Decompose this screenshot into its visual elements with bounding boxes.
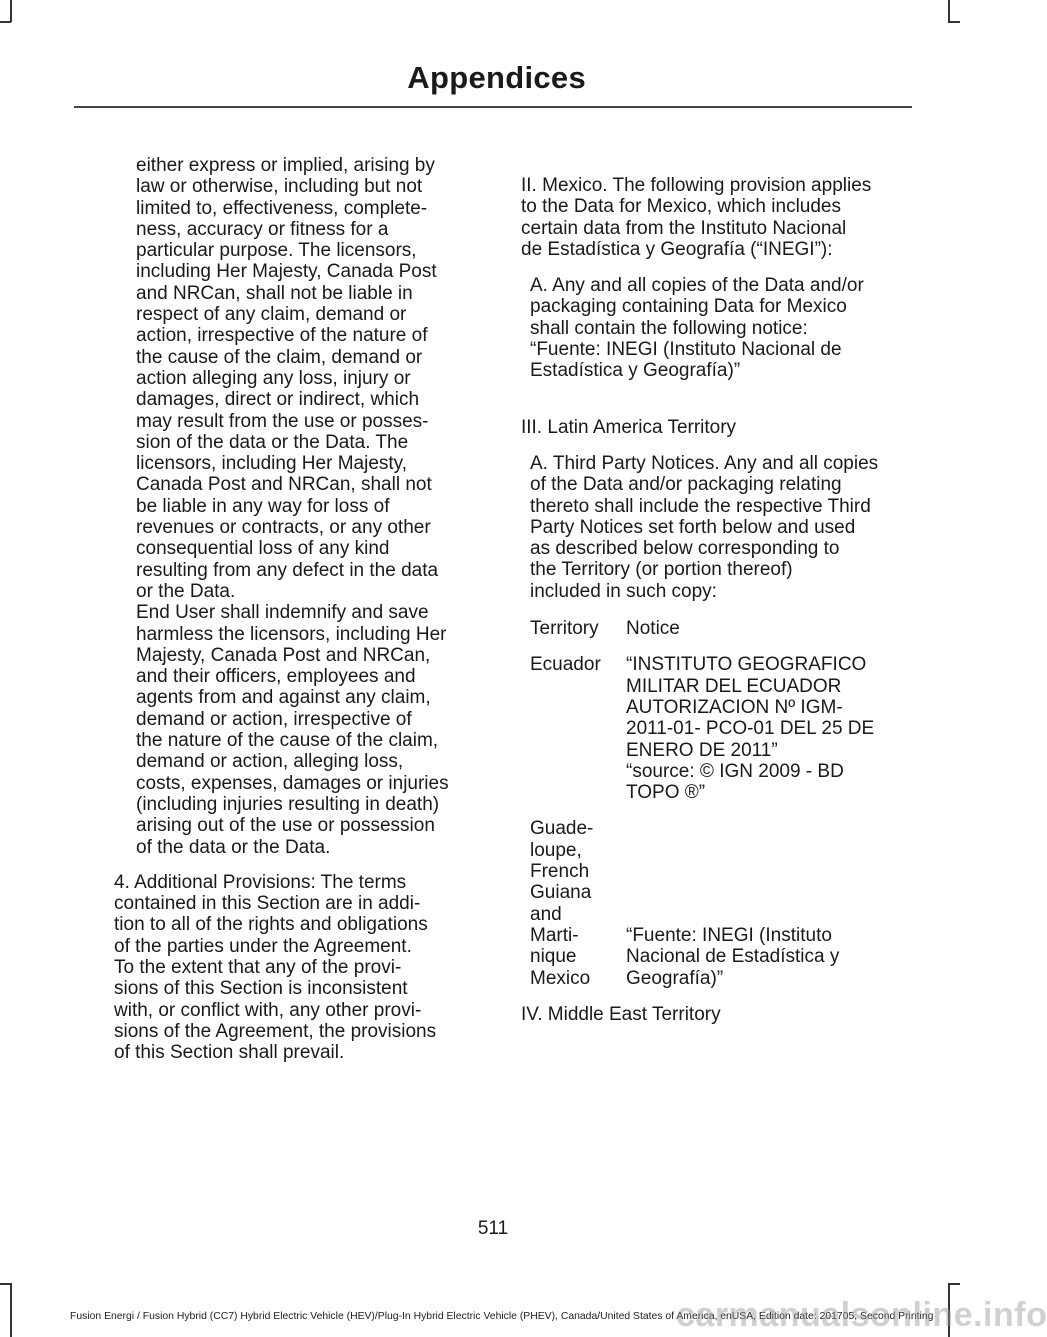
text-line: licensors, including Her Majesty, (136, 453, 408, 475)
text-line: Guiana (530, 882, 592, 904)
text-line: including Her Majesty, Canada Post (136, 261, 437, 283)
text-line: sions of this Section is inconsistent (114, 978, 408, 1000)
text-line: Guade- (530, 818, 594, 840)
indemnify-paragraph (114, 602, 470, 858)
right-column (521, 175, 905, 1025)
text-line: respect of any claim, demand or (136, 304, 407, 326)
text-line: or the Data. (136, 580, 236, 602)
text-line: “Fuente: INEGI (Instituto (626, 924, 832, 946)
text-line: nique (530, 946, 577, 968)
text-line: Canada Post and NRCan, shall not (136, 474, 432, 496)
text-line: “INSTITUTO GEOGRAFICO (626, 654, 867, 676)
text-line: as described below corresponding to (530, 538, 840, 560)
section-heading: III. Latin America Territory (521, 416, 737, 438)
text-line: demand or action, irrespective of (136, 708, 412, 730)
section-heading: IV. Middle East Territory (521, 1003, 721, 1025)
text-line: costs, expenses, damages or injuries (136, 772, 449, 794)
text-line: the Territory (or portion thereof) (530, 559, 793, 581)
text-line: To the extent that any of the provi- (114, 956, 402, 978)
left-column (114, 155, 470, 1063)
text-line: certain data from the Instituto Nacional (521, 217, 847, 239)
text-line: contained in this Section are in addi- (114, 893, 421, 915)
text-line: to the Data for Mexico, which includes (521, 196, 841, 218)
text-line: included in such copy: (530, 580, 717, 602)
text-line: the nature of the cause of the claim, (136, 730, 439, 752)
text-line: sion of the data or the Data. The (136, 431, 409, 453)
text-line: AUTORIZACION Nº IGM- (626, 696, 843, 718)
table-header-row (530, 618, 874, 654)
text-line: damages, direct or indirect, which (136, 389, 420, 411)
latam-notice-paragraph (521, 453, 905, 602)
text-line: action, irrespective of the nature of (136, 325, 428, 347)
text-line: II. Mexico. The following provision applies (521, 175, 872, 196)
text-line: thereto shall include the respective Third (530, 495, 871, 517)
text-line: demand or action, alleging loss, (136, 751, 404, 773)
text-line: Mexico (530, 967, 591, 989)
page-title: Appendices (407, 60, 586, 95)
text-line: consequential loss of any kind (136, 538, 390, 560)
text-line: may result from the use or posses- (136, 410, 429, 432)
text-line: limited to, effectiveness, complete- (136, 197, 428, 219)
text-line: Geografía)” (626, 967, 724, 989)
text-line: particular purpose. The licensors, (136, 240, 417, 262)
text-line: either express or implied, arising by (136, 155, 435, 176)
text-line: and NRCan, shall not be liable in (136, 282, 413, 304)
crop-mark-top-left (0, 21, 11, 23)
text-line: End User shall indemnify and save (136, 602, 429, 624)
text-line: harmless the licensors, including Her (136, 623, 447, 645)
text-line: ENERO DE 2011” (626, 739, 778, 761)
text-line: revenues or contracts, or any other (136, 517, 431, 539)
text-line: shall contain the following notice: (530, 317, 808, 339)
text-line: of the parties under the Agreement. (114, 935, 412, 957)
text-line: TOPO ®” (626, 782, 706, 804)
notice-cell (626, 818, 874, 988)
mexico-notice-paragraph (521, 275, 905, 381)
text-line: tion to all of the rights and obligations (114, 914, 428, 936)
text-line: law or otherwise, including but not (136, 176, 423, 198)
text-line: 4. Additional Provisions: The terms (114, 871, 407, 893)
column-header-notice: Notice (626, 618, 680, 640)
page-number: 511 (477, 1218, 509, 1239)
text-line: of the data or the Data. (136, 836, 331, 858)
additional-provisions-paragraph (114, 872, 470, 1064)
text-line: resulting from any defect in the data (136, 559, 439, 581)
table-row (530, 654, 874, 818)
text-line: (including injuries resulting in death) (136, 793, 440, 815)
text-line: A. Any and all copies of the Data and/or (530, 275, 864, 297)
text-line: 2011-01- PCO-01 DEL 25 DE (626, 718, 875, 740)
territory-cell: Ecuador (530, 654, 601, 676)
column-header-territory: Territory (530, 618, 599, 640)
footer-text: Fusion Energi / Fusion Hybrid (CC7) Hybrid Electric Vehicle (HEV)/Plug-In Hybrid Electric Vehicle (PHEV), Canada/United States of America, enUSA, Edition date: 201705, Second Printing (70, 1311, 934, 1322)
text-line: and their officers, employees and (136, 666, 416, 688)
text-line: Majesty, Canada Post and NRCan, (136, 644, 431, 666)
text-line: the cause of the claim, demand or (136, 346, 423, 368)
crop-mark-top-left (10, 0, 12, 22)
text-line: MILITAR DEL ECUADOR (626, 675, 842, 697)
text-line: ness, accuracy or fitness for a (136, 218, 389, 240)
text-line: sions of the Agreement, the provisions (114, 1020, 437, 1042)
text-line: “Fuente: INEGI (Instituto Nacional de (530, 339, 842, 361)
text-line: action alleging any loss, injury or (136, 367, 411, 389)
text-line: arising out of the use or possession (136, 815, 435, 837)
crop-mark-top-right (948, 21, 960, 23)
text-line: of the Data and/or packaging relating (530, 474, 842, 496)
text-line: and (530, 903, 562, 925)
text-line: Party Notices set forth below and used (530, 516, 856, 538)
mexico-paragraph (521, 175, 905, 260)
text-line: Nacional de Estadística y (626, 946, 840, 968)
text-line: French (530, 861, 590, 883)
disclaimer-paragraph (114, 155, 470, 602)
text-line: de Estadística y Geografía (“INEGI”): (521, 238, 833, 260)
text-line: Marti- (530, 924, 579, 946)
crop-mark-bottom-right (948, 1283, 960, 1285)
watermark: carmanualsonline.info (676, 1296, 1047, 1334)
text-line: loupe, (530, 839, 582, 861)
table-row (530, 818, 874, 988)
text-line: be liable in any way for loss of (136, 495, 390, 517)
header-divider (74, 106, 912, 108)
notice-cell (626, 654, 874, 818)
text-line: “source: © IGN 2009 - BD (626, 760, 844, 782)
crop-mark-top-right (948, 0, 950, 22)
territory-cell (530, 818, 626, 988)
text-line: packaging containing Data for Mexico (530, 296, 847, 318)
text-line: agents from and against any claim, (136, 687, 431, 709)
text-line: Estadística y Geografía)” (530, 360, 741, 382)
text-line: A. Third Party Notices. Any and all copies (530, 452, 879, 474)
territory-notice-table (530, 618, 874, 989)
crop-mark-bottom-left (10, 1283, 12, 1337)
text-line: with, or conflict with, any other provi- (114, 999, 422, 1021)
text-line: of this Section shall prevail. (114, 1042, 345, 1064)
